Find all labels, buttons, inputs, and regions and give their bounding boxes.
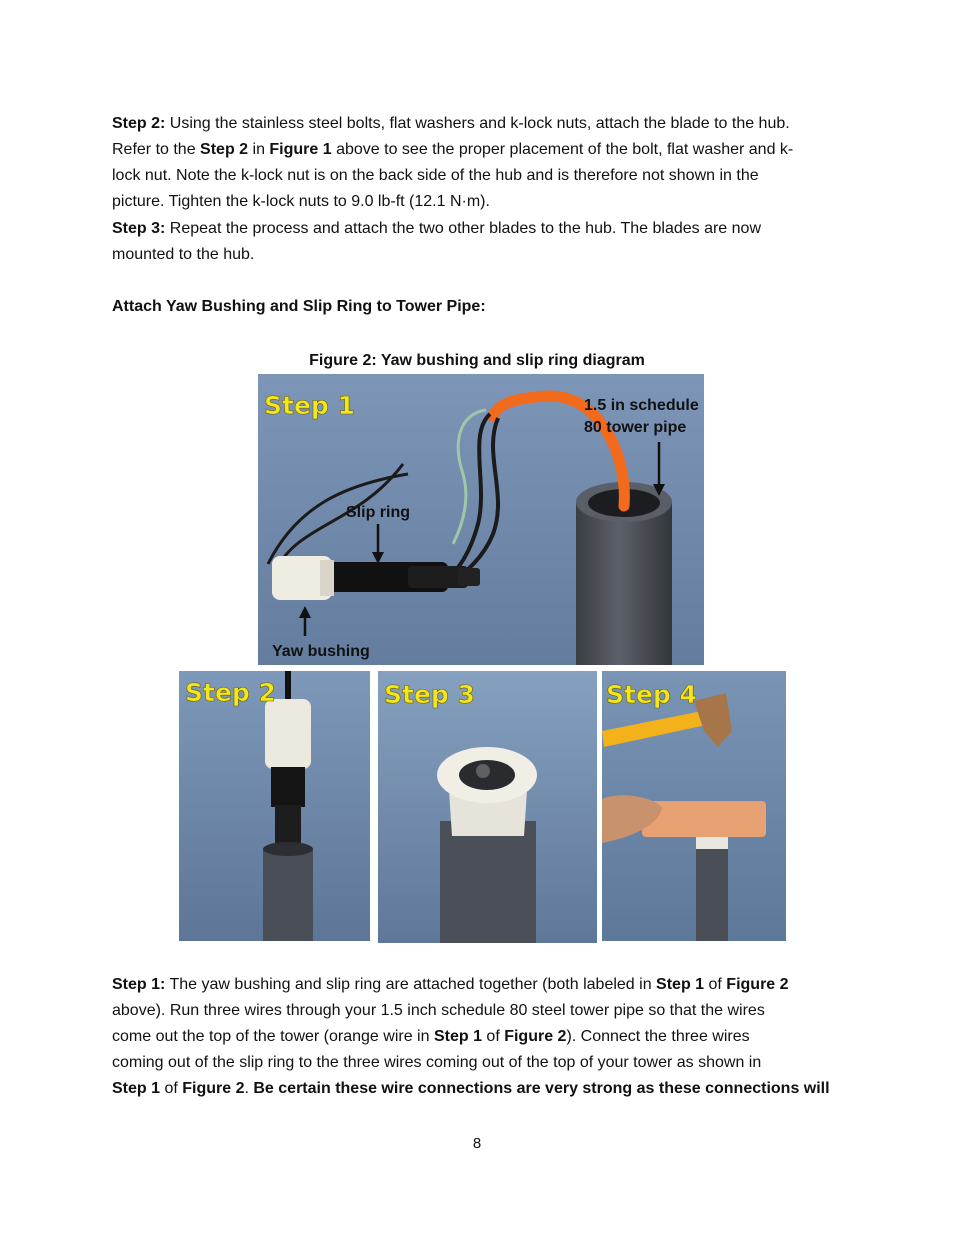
figure-caption: Figure 2: Yaw bushing and slip ring diagram [309,352,645,369]
step3-paragraph [112,216,847,268]
step2-text: Refer to the [112,141,201,158]
step2-photo-label: Step 2 [185,678,276,707]
step2-text: lock nut. Note the k-lock nut is on the back side of the hub and is therefore not shown in the [112,167,759,184]
figure-panel-step4 [602,671,786,941]
page-number: 8 [472,1135,482,1152]
warning-text: Be certain these wire connections are very strong as these connections will [253,1080,830,1097]
figure-panel-step2 [179,671,370,941]
figure2-ref: Figure 2 [504,1028,567,1045]
step3-text: Repeat the process and attach the two other blades to the hub. The blades are now [165,220,761,237]
step2-text: above to see the proper placement of the bolt, flat washer and k- [331,141,794,158]
section-heading: Attach Yaw Bushing and Slip Ring to Tower Pipe: [112,298,486,315]
step1-text: of [481,1028,505,1045]
figure1-ref: Figure 1 [269,141,332,158]
step1-ref: Step 1 [112,1080,161,1097]
step2-paragraph [112,111,847,215]
step4-photo-label: Step 4 [606,680,697,709]
step1-text: ). Connect the three wires [566,1028,750,1045]
pipe-label-line1: 1.5 in schedule [584,397,699,414]
step1-text: of [704,976,727,993]
step1-paragraph [112,972,847,1102]
step1-text: coming out of the slip ring to the three wires coming out of the top of your tower as shown in [112,1054,762,1071]
step2-text: Using the stainless steel bolts, flat washers and k-lock nuts, attach the blade to the hub. [165,115,790,132]
figure2-ref: Figure 2 [726,976,789,993]
step1-label: Step 1: [112,976,166,993]
step3-photo-label: Step 3 [384,680,475,709]
step2-text: in [248,141,270,158]
step2-label: Step 2: [112,115,166,132]
step3-text: mounted to the hub. [112,246,255,263]
yaw-bushing-label: Yaw bushing [272,643,370,660]
step1-text: above). Run three wires through your 1.5 inch schedule 80 steel tower pipe so that the wires [112,1002,765,1019]
step2-ref: Step 2 [200,141,249,158]
figure-panel-step3 [378,671,597,943]
step1-ref: Step 1 [433,1028,482,1045]
figure-panel-step1 [258,374,704,665]
step1-photo-label: Step 1 [264,391,355,420]
step1-text: . [244,1080,254,1097]
step1-text: of [160,1080,183,1097]
slip-ring-label: Slip ring [346,504,410,521]
step1-text: The yaw bushing and slip ring are attached together (both labeled in [165,976,657,993]
step1-ref: Step 1 [656,976,705,993]
step2-text: picture. Tighten the k-lock nuts to 9.0 lb-ft (12.1 N·m). [112,193,490,210]
figure2-ref: Figure 2 [182,1080,245,1097]
pipe-label-line2: 80 tower pipe [584,419,687,436]
step1-text: come out the top of the tower (orange wire in [112,1028,434,1045]
step3-label: Step 3: [112,220,166,237]
